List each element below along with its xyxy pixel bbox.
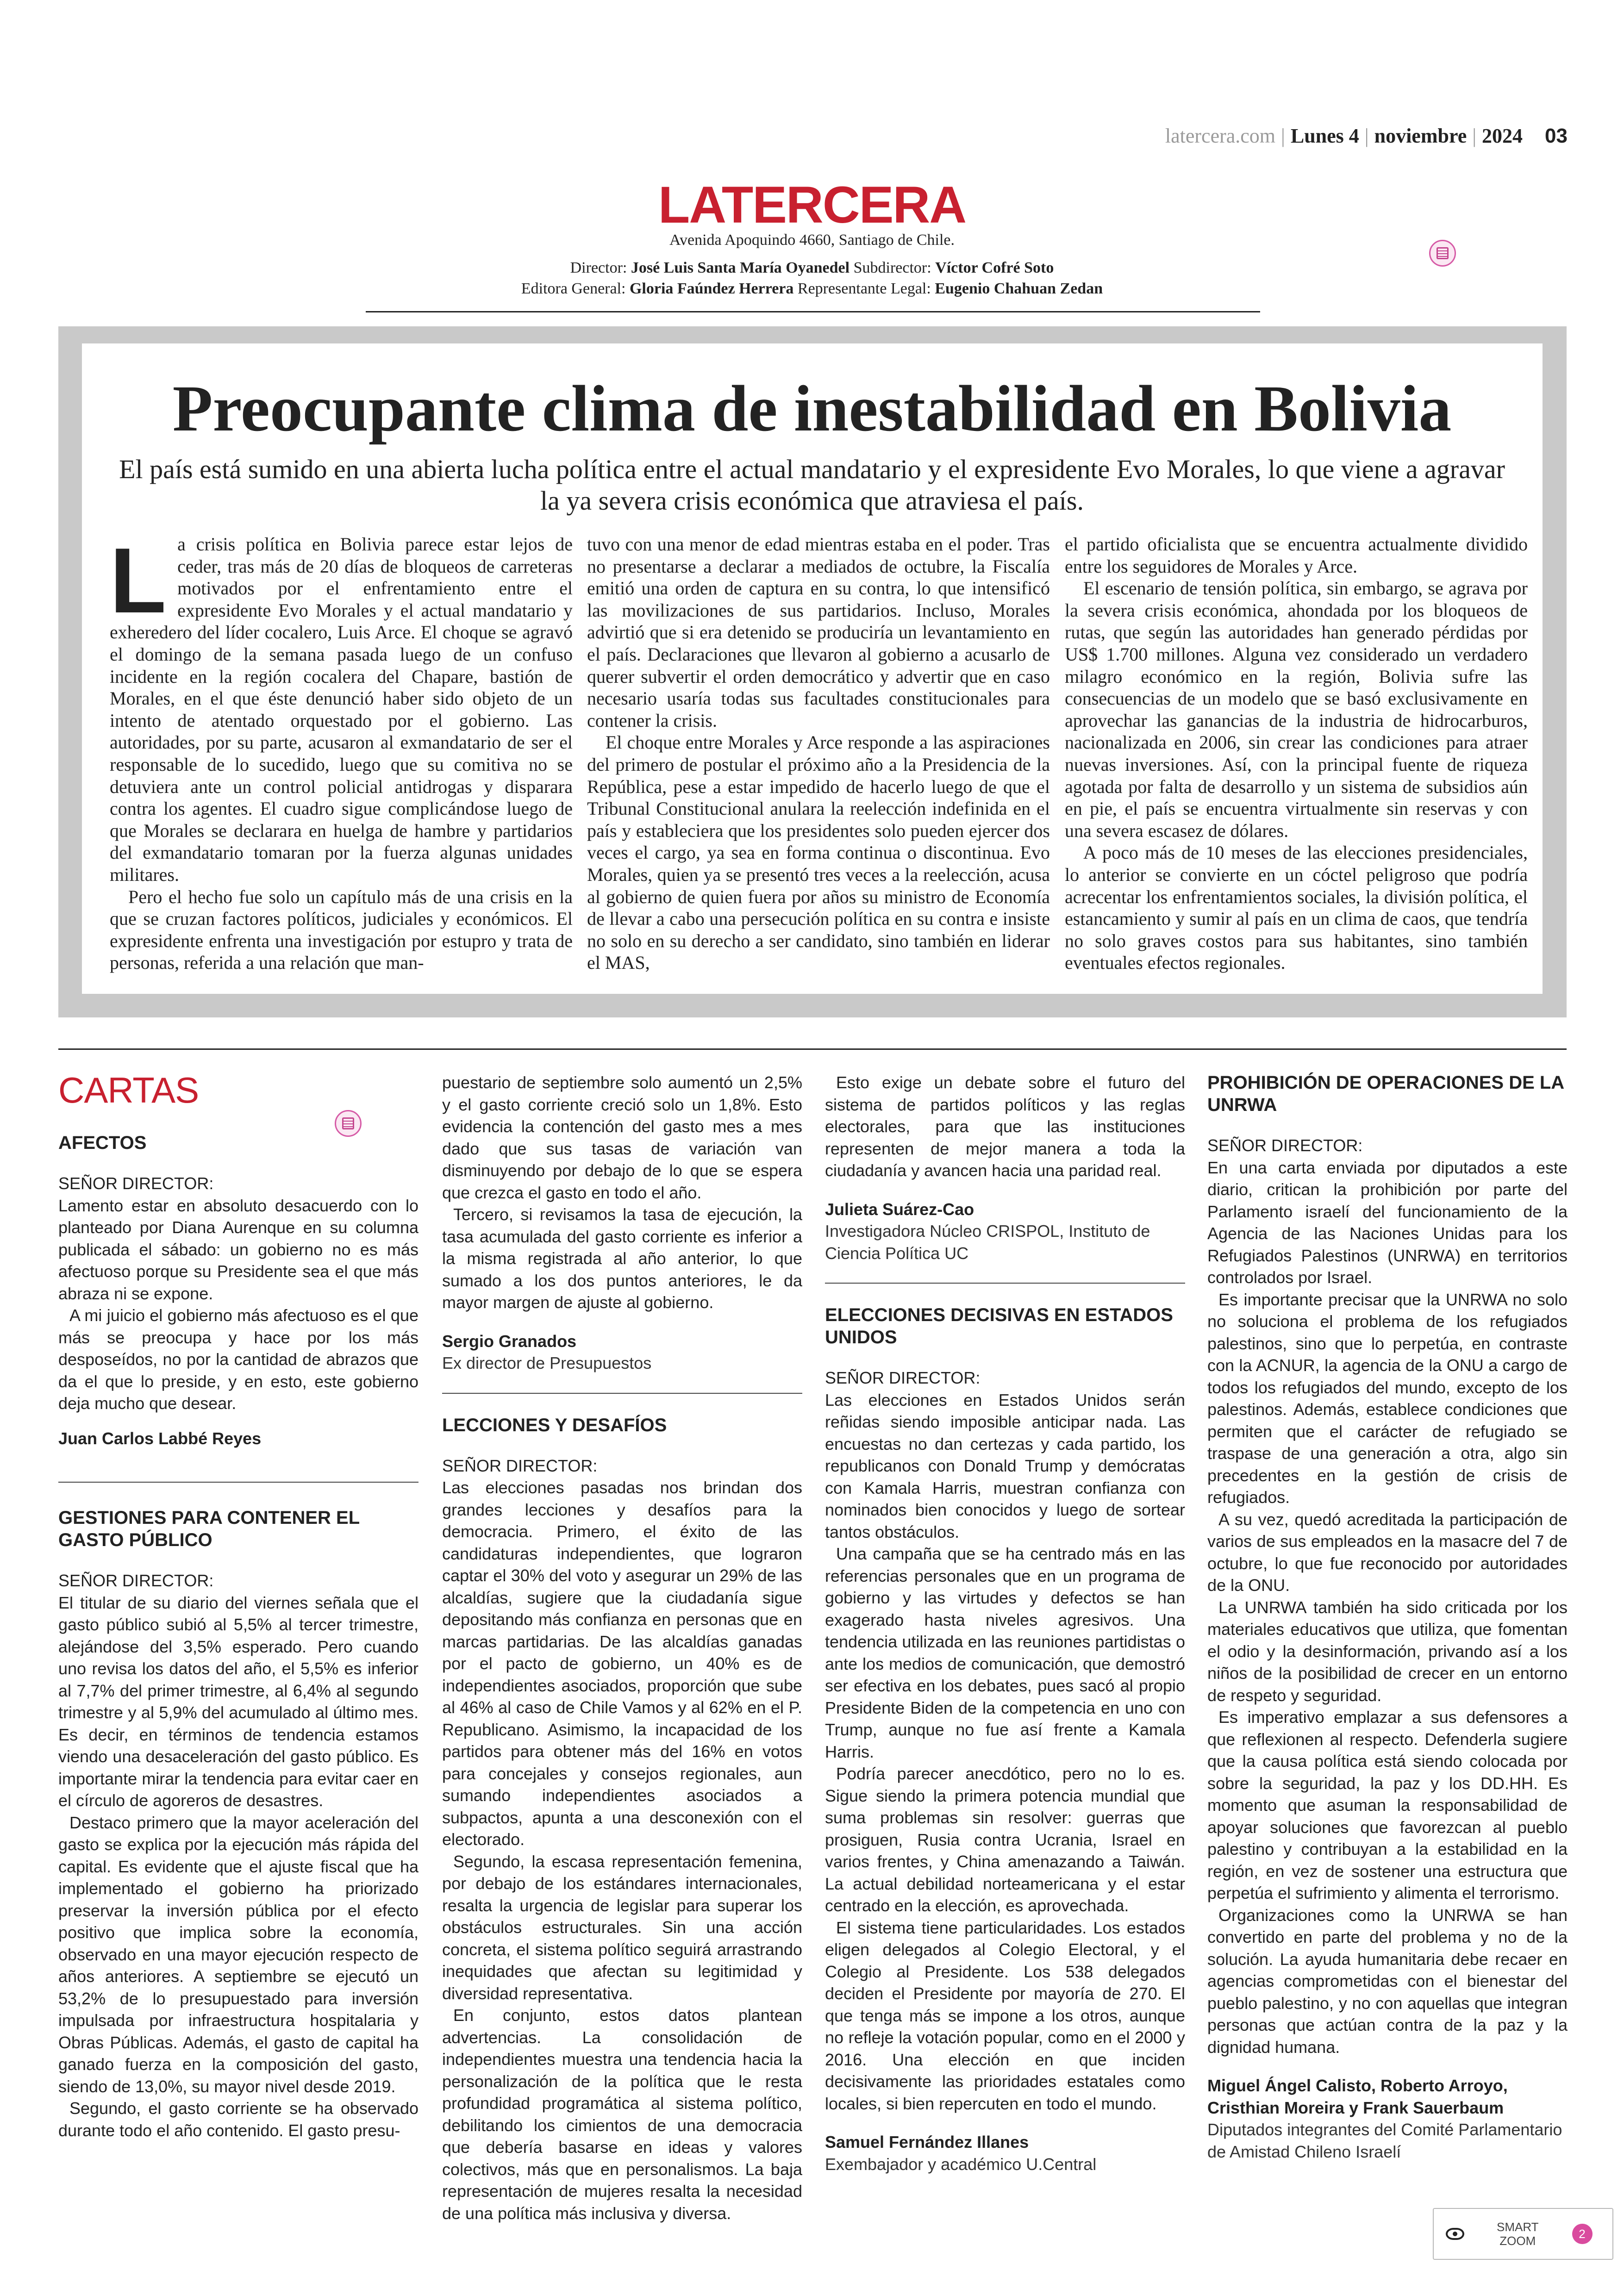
representante-name: Eugenio Chahuan Zedan bbox=[935, 280, 1103, 297]
letter-paragraph: Una campaña que se ha centrado más en las referencias personales que en un programa de gobierno y las virtudes y defectos se han exagerado hasta niveles agresivos. Una tendencia utilizada en las reuniones partidistas o ante los medios de comunicación, que demostró ser efectiva en los debates, pues sacó al propio Presidente Biden de la competencia en uno con Trump, aunque no fue así frente a Kamala Harris. bbox=[825, 1544, 1185, 1761]
letters-column-2 bbox=[442, 1072, 802, 2224]
letter-paragraph: El sistema tiene particularidades. Los estados eligen delegados al Colegio Electoral, y el Colegio al Presidente. Los 538 delegados deciden el Presidente por mayoría de 270. El que tenga más se impone a los otros, aunque no refleje la votación popular, como en el 2000 y 2016. Una elección en que inciden decisivamente las prioridades estatales como locales, si bien repercuten en todo el mundo. bbox=[825, 1918, 1185, 2113]
letter-paragraph: Segundo, la escasa representación femenina, por debajo de los estándares internacionales, resalta la urgencia de legislar para superar los obstáculos estructurales. Sin una acción concreta, el sistema político seguirá arrastrando inequidades que afectan su legitimidad y diversidad representativa. bbox=[442, 1852, 802, 2003]
folio-year: 2024 bbox=[1482, 125, 1523, 147]
letter-paragraph: Organizaciones como la UNRWA se han convertido en parte del problema y no de la solución. La ayuda humanitaria debe recaer en agencias comprometidas con el bienestar del pueblo palestino, y no con aquellas que integran personas que actúan contra de la paz y la dignidad humana. bbox=[1207, 1905, 1568, 2057]
letter-paragraph: Lamento estar en absoluto desacuerdo con lo planteado por Diana Aurenque en su columna publicada el sábado: un gobierno no es más afectuoso porque su Presidente sea el que más abraza ni se expone. bbox=[58, 1196, 418, 1303]
director-name: José Luis Santa María Oyanedel bbox=[631, 259, 850, 276]
editorial-paragraph: A poco más de 10 meses de las elecciones presidenciales, lo anterior se convierte en un cóctel peligroso que podría acrecentar los enfrentamientos sociales, la división política, el estancamiento y sumir al país en un clima de caos, que tendría no solo graves costos para sus habitantes, sino también eventuales efectos regionales. bbox=[1065, 842, 1528, 973]
letter-paragraph: puestario de septiembre solo aumentó un 2,5% y el gasto corriente creció solo un 1,8%. Esto evidencia la contención del gasto mes a mes dado que sus tasas de variación van disminuyendo por debajo de lo que se espera que crezca el gasto en todo el año. bbox=[442, 1073, 802, 1202]
folio-month: noviembre bbox=[1374, 125, 1467, 147]
letter-salutation: SEÑOR DIRECTOR: bbox=[58, 1174, 214, 1193]
letter-paragraph: El titular de su diario del viernes señala que el gasto público subió al 5,5% al tercer trimestre, alejándose del 3,5% esperado. Pero cuando uno revisa los datos del año, el 5,5% es inferior al 7,7% del primer trimestre, al 6,4% al segundo trimestre y al 5,9% del acumulado al último mes. Es decir, en términos de tendencia estamos viendo una desaceleración del gasto público. Es importante mirar la tendencia para evitar caer en el círculo de agoreros de desastres. bbox=[58, 1593, 418, 1810]
letter-divider bbox=[442, 1393, 802, 1394]
letters-column-4 bbox=[1207, 1072, 1568, 2163]
letter-author-role: Diputados integrantes del Comité Parlamentario de Amistad Chileno Israelí bbox=[1207, 2120, 1562, 2161]
letter-author-role: Exembajador y académico U.Central bbox=[825, 2154, 1097, 2174]
page-folio: latercera.com | Lunes 4 | noviembre | 2024 03 bbox=[1165, 125, 1568, 147]
site-url[interactable]: latercera.com bbox=[1165, 125, 1276, 147]
smart-text-icon[interactable] bbox=[1429, 240, 1456, 267]
masthead-address: Avenida Apoquindo 4660, Santiago de Chile. bbox=[669, 231, 955, 249]
letter-paragraph: Las elecciones en Estados Unidos serán reñidas siendo imposible anticipar nada. Las encuestas no dan certezas y cada partido, los republicanos con Donald Trump y demócratas con Kamala Harris, muestran confianza con nominados bien conocidos y luego de sortear tantos obstáculos. bbox=[825, 1390, 1185, 1541]
editorial-column-1 bbox=[110, 529, 573, 996]
letter-paragraph: Es imperativo emplazar a sus defensores a que reflexionen al respecto. Defenderla sugiere que la causa política está siendo colocada por sobre la seguridad, la paz y los DD.HH. Es momento que asuman la responsabilidad de apoyar soluciones que favorezcan al pueblo palestino y contribuyan a la estabilidad en la región, en vez de sostener una estructura que perpetúa el sufrimiento y alimenta el terrorismo. bbox=[1207, 1708, 1568, 1902]
letter-author: Miguel Ángel Calisto, Roberto Arroyo, Cristhian Moreira y Frank Sauerbaum bbox=[1207, 2076, 1508, 2117]
editorial-paragraph: El escenario de tensión política, sin embargo, se agrava por la severa crisis económica, ahondada por los bloqueos de rutas, que según las autoridades han generado pérdidas por US$ 1.700 millones. Alguna vez considerado un verdadero milagro económico en la región, Bolivia sufre las consecuencias de un modelo que se basó exclusivamente en aprovechar las ganancias de la industria de hidrocarburos, nacionalizada en 2006, sin crear las condiciones para atraer nuevas inversiones. Así, con la principal fuente de riqueza agotada por falta de desarrollo y un sistema de subsidios aún en pie, el país se encuentra virtualmente sin reservas y con una severa escasez de dólares. bbox=[1065, 578, 1528, 841]
editorial-deck: El país está sumido en una abierta lucha política entre el actual mandatario y el expresidente Evo Morales, lo que viene a agravar la ya severa crisis económica que atraviesa el país. bbox=[119, 454, 1505, 516]
letter-salutation: SEÑOR DIRECTOR: bbox=[1207, 1136, 1363, 1155]
letter-author: Samuel Fernández Illanes bbox=[825, 2133, 1029, 2152]
letter-paragraph: A mi juicio el gobierno más afectuoso es el que más se preocupa y hace por los más desposeídos, no por la cantidad de abrazos que da el que lo preside, y en esto, este gobierno deja mucho que desear. bbox=[58, 1306, 418, 1413]
masthead-editors: Editora General: Gloria Faúndez Herrera Representante Legal: Eugenio Chahuan Zedan bbox=[521, 280, 1103, 297]
editorial-paragraph: el partido oficialista que se encuentra actualmente dividido entre los seguidores de Morales y Arce. bbox=[1065, 534, 1528, 577]
editorial-title: Preocupante clima de inestabilidad en Bolivia bbox=[172, 372, 1452, 445]
letter-author-role: Investigadora Núcleo CRISPOL, Instituto de Ciencia Política UC bbox=[825, 1222, 1150, 1263]
letter-author: Juan Carlos Labbé Reyes bbox=[58, 1428, 262, 1448]
letter-paragraph: Es importante precisar que la UNRWA no solo no soluciona el problema de los refugiados palestinos, sino que lo perpetúa, en contraste con la ACNUR, la agencia de la ONU a cargo de todos los refugiados del mundo, excepto de los palestinos. Además, establece condiciones que permiten que el carácter de refugiado se traspase de una generación a otra, algo sin precedentes en la gestión de crisis de refugiados. bbox=[1207, 1290, 1568, 1507]
letter-author: Julieta Suárez-Cao bbox=[825, 1199, 974, 1219]
subdirector-name: Víctor Cofré Soto bbox=[935, 259, 1054, 276]
letter-author: Sergio Granados bbox=[442, 1331, 577, 1351]
letter-paragraph: En una carta enviada por diputados a este diario, critican la prohibición por parte del Parlamento israelí del funcionamiento de la Agencia de las Naciones Unidas para los Refugiados Palestinos (UNRWA) en territorios controlados por Israel. bbox=[1207, 1158, 1568, 1287]
editorial-paragraph: Pero el hecho fue solo un capítulo más de una crisis en la que se cruzan factores políticos, judiciales y económicos. El expresidente enfrenta una investigación por estupro y trata de personas, referida a una relación que man- bbox=[110, 886, 573, 973]
letter-heading: LECCIONES Y DESAFÍOS bbox=[442, 1415, 667, 1435]
letter-author-role: Ex director de Presupuestos bbox=[442, 1353, 652, 1372]
letter-paragraph: En conjunto, estos datos plantean advertencias. La consolidación de independientes muestra una tendencia hacia la personalización de la política que le resta profundidad programática al sistema político, debilitando los cimientos de una democracia que debería basarse en ideas y valores colectivos, más que en personalismos. La baja representación de mujeres resalta la necesidad de una política más inclusiva y diversa. bbox=[442, 2006, 802, 2223]
masthead-divider bbox=[366, 311, 1260, 312]
letter-paragraph: Tercero, si revisamos la tasa de ejecución, la tasa acumulada del gasto corriente es inferior a la misma registrada al año anterior, lo que sumado a los dos puntos anteriores, le da mayor margen de ajuste al gobierno. bbox=[442, 1205, 802, 1312]
editorial-paragraph: a crisis política en Bolivia parece estar lejos de ceder, tras más de 20 días de bloqueos de carreteras motivados por el enfrentamiento entre el expresidente Evo Morales y el actual mandatario y exheredero del líder cocalero, Luis Arce. El choque se agravó el domingo de la semana pasada luego de un confuso incidente en la región cocalera del Chapare, bastión de Morales, en el que éste denunció haber sido objeto de un intento de atentado orquestado por el gobierno. Las autoridades, por su parte, acusaron al exmandatario de ser el responsable de lo sucedido, luego que su comitiva no se detuviera ante un control policial antidrogas y disparara contra los agentes. El cuadro sigue complicándose luego de que Morales se declarara en huelga de hambre y partidarios del exmandatario tomaran por la fuerza algunas unidades militares. bbox=[110, 534, 573, 885]
letter-heading: ELECCIONES DECISIVAS EN ESTADOS UNIDOS bbox=[825, 1305, 1173, 1347]
editorial-column-3 bbox=[1065, 533, 1528, 996]
smart-zoom-button[interactable] bbox=[1433, 2208, 1613, 2260]
letter-heading: GESTIONES PARA CONTENER EL GASTO PÚBLICO bbox=[58, 1508, 360, 1550]
letter-paragraph: A su vez, quedó acreditada la participación de varios de sus empleados en la masacre del 7 de octubre, lo que fue reconocido por autoridades de la ONU. bbox=[1207, 1509, 1568, 1595]
letter-heading: AFECTOS bbox=[58, 1133, 147, 1153]
eye-icon bbox=[1446, 2228, 1464, 2240]
editora-name: Gloria Faúndez Herrera bbox=[629, 280, 794, 297]
letter-paragraph: Podría parecer anecdótico, pero no lo es. Sigue siendo la primera potencia mundial que suma problemas sin resolver: guerras que prosiguen, Rusia contra Ucrania, Israel en varios frentes, y China amenazando a Taiwán. La actual debilidad norteamericana y el estar centrado en la elección, es aprovechada. bbox=[825, 1764, 1185, 1915]
letter-divider bbox=[825, 1283, 1185, 1284]
letter-paragraph: Las elecciones pasadas nos brindan dos grandes lecciones y desafíos para la democracia. Primero, el éxito de las candidaturas independientes, que lograron captar el 30% del voto y asegurar un 29% de las alcaldías, sugiere que la ciudadanía sigue depositando más confianza en personas que en marcas partidarias. De las alcaldías ganadas por el pacto de gobierno, un 40% es de independientes asociados, proporción que sube al 46% al caso de Chile Vamos y al 62% en el P. Republicano. Asimismo, la incapacidad de los partidos para obtener más del 16% en votos para concejales y consejos regionales, aun sumando independientes asociados a subpactos, apunta a una desconexión con el electorado. bbox=[442, 1478, 802, 1849]
page-number: 03 bbox=[1545, 125, 1568, 147]
letter-heading: PROHIBICIÓN DE OPERACIONES DE LA UNRWA bbox=[1207, 1073, 1564, 1115]
folio-day: Lunes 4 bbox=[1290, 125, 1359, 147]
letter-paragraph: Destaco primero que la mayor aceleración del gasto se explica por la ejecución más rápida del capital. Es evidente que el ajuste fiscal que ha implementado el gobierno ha priorizado preservar la inversión pública por el efecto positivo que implica sobre la economía, observado en una mayor ejecución respecto de años anteriores. A septiembre se ejecutó un 53,2% de lo presupuestado para inversión impulsada por infraestructura hospitalaria y Obras Públicas. Además, el gasto de capital ha ganado fuerza en la composición del gasto, siendo de 13,0%, su mayor nivel desde 2019. bbox=[58, 1813, 418, 2096]
editorial-paragraph: El choque entre Morales y Arce responde a las aspiraciones del primero de postular el próximo año a la Presidencia de la República, pese a estar impedido de hacerlo luego de que el Tribunal Constitucional anulara la reelección indefinida en el país y estableciera que los presidentes solo pueden ejercer dos veces el cargo, ya sea en forma continua o discontinua. Evo Morales, quien ya se presentó tres veces a la reelección, acusa al gobierno de quien fuera por años su ministro de Economía de llevar a cabo una persecución política en su contra e insiste no solo en su derecho a ser candidato, sino también en liderar el MAS, bbox=[587, 732, 1050, 973]
letter-divider bbox=[58, 1482, 418, 1483]
letter-paragraph: Segundo, el gasto corriente se ha observado durante todo el año contenido. El gasto presu- bbox=[58, 2099, 418, 2140]
drop-cap: L bbox=[110, 529, 167, 632]
letters-column-1 bbox=[58, 1132, 418, 2141]
letters-column-3 bbox=[825, 1072, 1185, 2175]
letter-salutation: SEÑOR DIRECTOR: bbox=[825, 1368, 981, 1387]
letter-salutation: SEÑOR DIRECTOR: bbox=[442, 1456, 598, 1475]
smart-zoom-label: SMART ZOOM bbox=[1497, 2220, 1539, 2248]
letter-salutation: SEÑOR DIRECTOR: bbox=[58, 1571, 214, 1590]
smart-zoom-count-badge: 2 bbox=[1572, 2224, 1593, 2244]
section-divider bbox=[58, 1048, 1567, 1050]
editorial-paragraph: tuvo con una menor de edad mientras estaba en el poder. Tras no presentarse a declarar a mediados de octubre, la Fiscalía emitió una orden de captura en su contra, lo que intensificó las movilizaciones de sus partidarios. Incluso, Morales advirtió que si era detenido se produciría un levantamiento en el país. Declaraciones que llevaron al gobierno a acusarlo de querer subvertir el orden democrático y advertir que en caso necesario usaría todas sus facultades constitucionales para contener la crisis. bbox=[587, 534, 1050, 731]
newspaper-logo: LATERCERA bbox=[658, 176, 966, 234]
masthead-directors: Director: José Luis Santa María Oyanedel Subdirector: Víctor Cofré Soto bbox=[570, 259, 1054, 276]
editorial-column-2 bbox=[587, 533, 1050, 996]
cartas-section-title: CARTAS bbox=[58, 1070, 199, 1110]
letter-paragraph: La UNRWA también ha sido criticada por los materiales educativos que utiliza, que fomentan el odio y la desinformación, privando así a los niños de la posibilidad de crecer en un entorno de respeto y seguridad. bbox=[1207, 1597, 1568, 1705]
letter-paragraph: Esto exige un debate sobre el futuro del sistema de partidos políticos y las reglas electorales, para que las instituciones representen de mejor manera a toda la ciudadanía y avancen hacia una paridad real. bbox=[825, 1073, 1185, 1180]
